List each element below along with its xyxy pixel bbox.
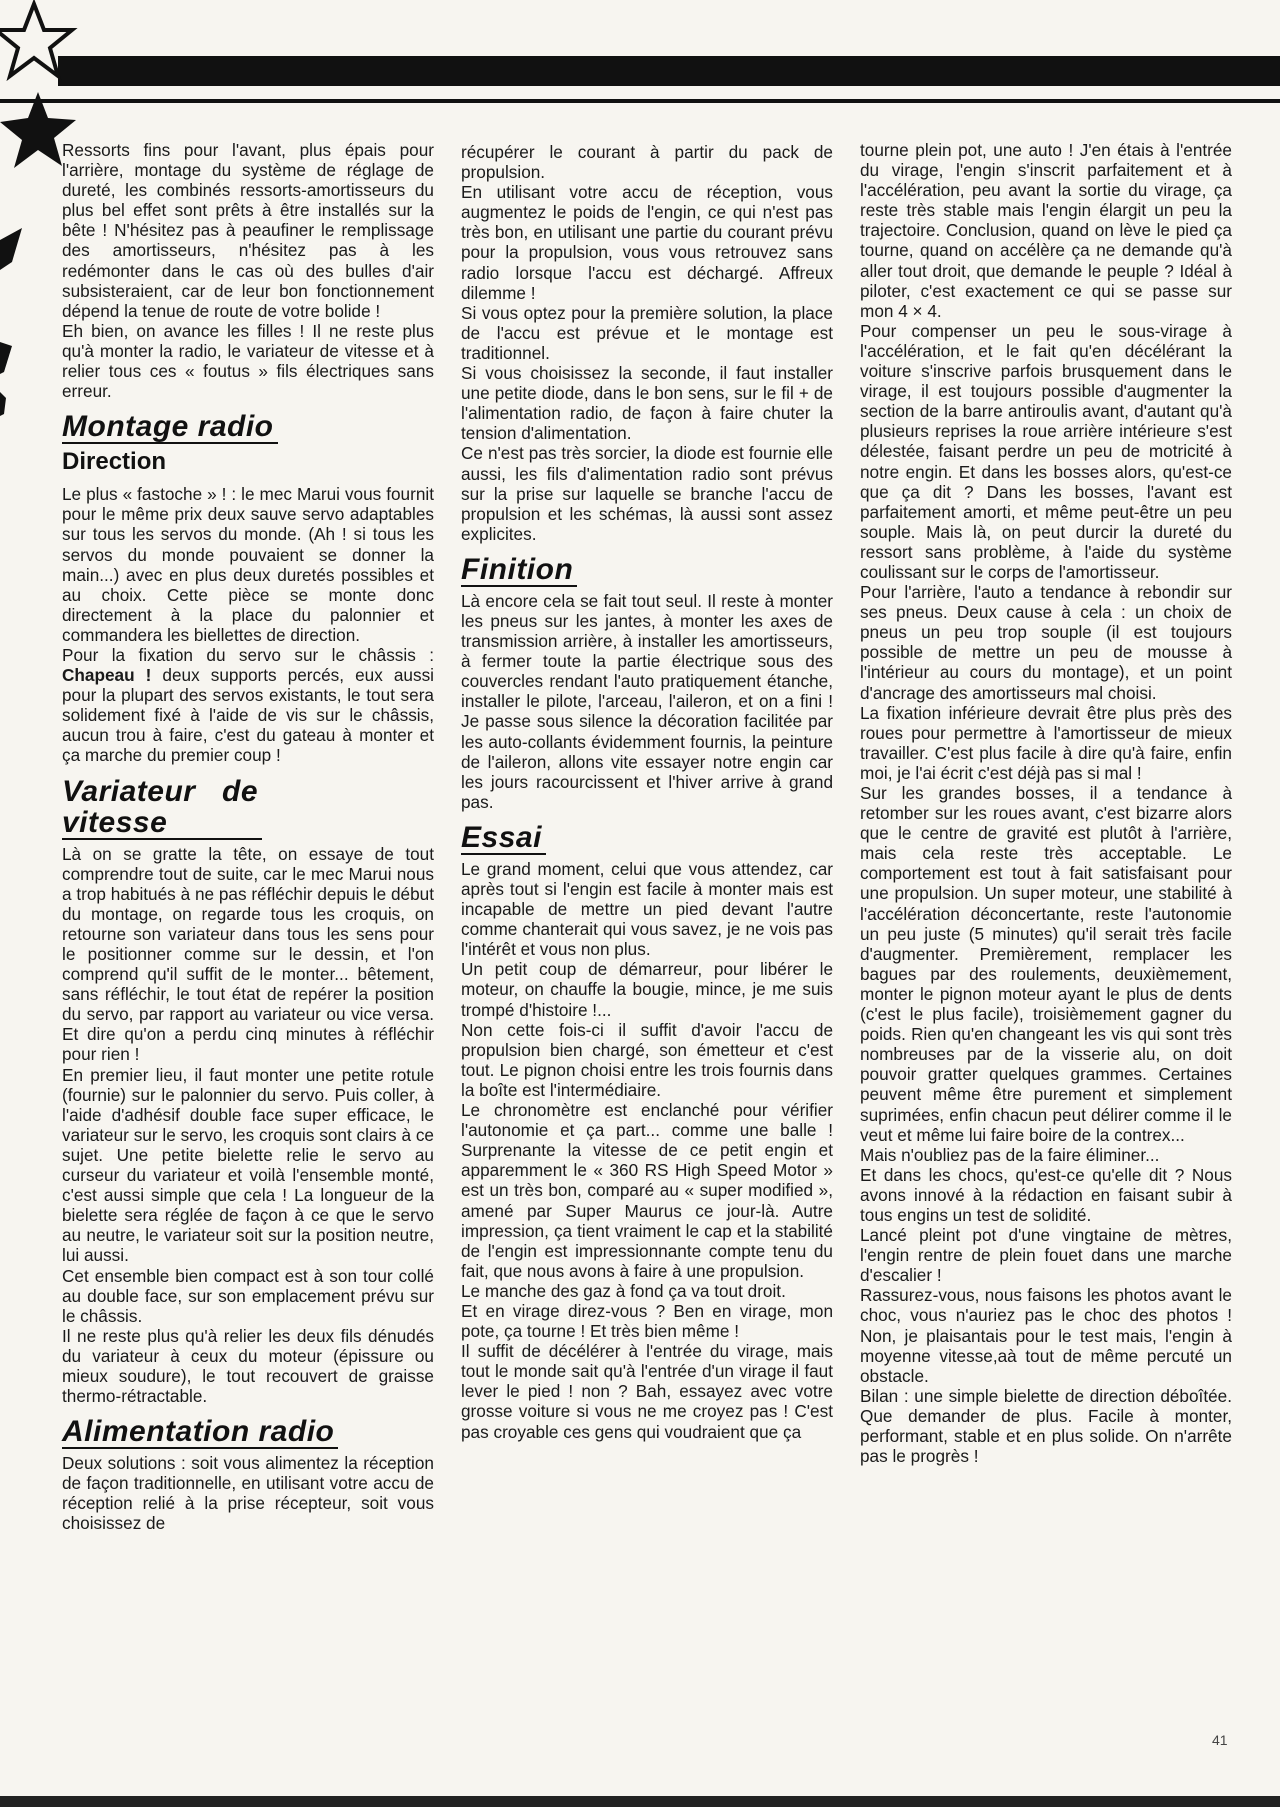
- paragraph: Pour compenser un peu le sous-virage à l'accélération, et le fait qu'en décélérant la voiture s'inscrive parfois brusquement dans le virage, il est toujours possible d'augmenter la section de la barre antiroulis avant, d'autant qu'à plusieurs reprises la roue arrière intérieure s'est délestée, faisant perdre un peu de motricité à notre engin. Et dans les bosses alors, qu'est-ce que ça dit ? Dans les bosses, l'avant est parfaitement amorti, et même peut-être un peu souple. Mais là, on peut durcir la dureté du ressort sans problème, à l'aide du système coulissant sur le corps de l'amortisseur.: [860, 320, 1232, 582]
- paragraph: Deux solutions : soit vous alimentez la réception de façon traditionnelle, en utilisant votre accu de réception relié à la prise récepteur, soit vous choisissez de: [62, 1453, 434, 1534]
- paragraph: Si vous optez pour la première solution, la place de l'accu est prévue et le montage est traditionnel.: [461, 302, 833, 363]
- heading-text: Essai: [461, 822, 546, 855]
- paragraph: La fixation inférieure devrait être plus près des roues pour permettre à l'amortisseur de mieux travailler. C'est plus facile à dire qu'à faire, enfin moi, je l'ai écrit c'est déjà pas si mal !: [860, 702, 1232, 783]
- paragraph: En premier lieu, il faut monter une petite rotule (fournie) sur le palonnier du servo. Puis coller, à l'aide d'adhésif double face super efficace, le variateur sur le servo, les croquis sont clairs à ce sujet. Une petite bielette relie le servo au curseur du variateur et voilà l'ensemble monté, c'est aussi simple que cela ! La longueur de la bielette sera réglée de façon à ce que le servo au neutre, le variateur soit sur la position neutre, lui aussi.: [62, 1064, 434, 1266]
- paragraph: Le grand moment, celui que vous attendez, car après tout si l'engin est facile à monter mais est incapable de mettre un pied devant l'autre comme chanterait qui vous savez, je ne vois pas l'intérêt et vous non plus.: [461, 858, 833, 960]
- paragraph: Rassurez-vous, nous faisons les photos avant le choc, vous n'auriez pas le choc des photos ! Non, je plaisantais pour le test mais, l'engin à moyenne vitesse,aà tout de même percuté un obstacle.: [860, 1285, 1232, 1386]
- text-run: Pour la fixation du servo sur le châssis :: [62, 644, 434, 665]
- paragraph: Cet ensemble bien compact est à son tour collé au double face, sur son emplacement prévu sur le châssis.: [62, 1265, 434, 1326]
- paragraph: Et dans les chocs, qu'est-ce qu'elle dit ? Nous avons innové à la rédaction en faisant subir à tous engins un test de solidité.: [860, 1164, 1232, 1225]
- column-1: [62, 140, 434, 1534]
- paragraph: Un petit coup de démarreur, pour libérer le moteur, on chauffe la bougie, mince, je me suis trompé d'histoire !...: [461, 959, 833, 1020]
- paragraph: Là encore cela se fait tout seul. Il reste à monter les pneus sur les jantes, à monter les axes de transmission arrière, à installer les amortisseurs, à fermer toute la partie électrique sous des couvercles rendant l'auto pratiquement étanche, installer le pilote, l'arceau, l'aileron, et on a fini ! Je passe sous silence la décoration facilitée par les auto-collants évidemment fournis, la peinture de l'aileron, allons vite essayer notre engin car les jours racourcissent et l'hiver arrive à grand pas.: [461, 590, 833, 812]
- heading-text: Montage radio: [62, 411, 278, 444]
- paragraph: Il ne reste plus qu'à relier les deux fils dénudés du variateur à ceux du moteur (épissure ou mieux soudure), le tout recouvert de graisse thermo-rétractable.: [62, 1325, 434, 1407]
- header-rule: [0, 99, 1280, 103]
- paragraph: Il suffit de décélérer à l'entrée du virage, mais tout le monde sait qu'à l'entrée d'un virage il faut lever le pied ! non ? Bah, essayez avec votre grosse voiture si vous ne me croyez pas ! C'est pas croyable ces gens qui voudraient que ça: [461, 1341, 833, 1442]
- paragraph: Non cette fois-ci il suffit d'avoir l'accu de propulsion bien chargé, son émetteur et c'est tout. Le pignon choisi entre les trois fournis dans la boîte est l'intermédiaire.: [461, 1019, 833, 1100]
- text-run: deux supports percés, eux aussi pour la plupart des servos existants, le tout sera solidement fixé à l'aide de vis sur le châssis, aucun trou à faire, c'est du gateau à monter et ça marche du premier coup !: [62, 665, 434, 766]
- heading-finition: [461, 554, 833, 587]
- paragraph: Ce n'est pas très sorcier, la diode est fournie elle aussi, les fils d'alimentation radio sont prévus sur la prise sur laquelle se branche l'accu de propulsion et les schémas, là aussi sont assez explicites.: [461, 443, 833, 544]
- paragraph: Là on se gratte la tête, on essaye de tout comprendre tout de suite, car le mec Marui nous a trop habitués à ne pas réfléchir depuis le début du montage, on regarde tous les croquis, on retourne son variateur dans tous les sens pour le positionner comme sur le dessin, et l'on comprend qu'il suffit de le monter... bêtement, sans réfléchir, le tout état de repérer la position du servo, par rapport au variateur ou vice versa. Et dire qu'on a perdu cinq minutes à réfléchir pour rien !: [62, 843, 434, 1065]
- heading-text: Alimentation radio: [62, 1416, 338, 1449]
- heading-text: Finition: [461, 554, 577, 587]
- footer-bar: [0, 1796, 1280, 1807]
- paragraph: récupérer le courant à partir du pack de propulsion.: [461, 142, 833, 183]
- column-3: [860, 140, 1232, 1466]
- heading-variateur: [62, 776, 262, 840]
- paragraph: Le manche des gaz à fond ça va tout droit.: [461, 1280, 786, 1301]
- paragraph: Pour l'arrière, l'auto a tendance à rebondir sur ses pneus. Deux cause à cela : un choix de pneus un peu trop souple (il est toujours possible de mettre un peu de mousse à l'intérieur au cours du montage), et un point d'ancrage des amortisseurs mal choisi.: [860, 582, 1232, 703]
- paragraph: Eh bien, on avance les filles ! Il ne reste plus qu'à monter la radio, le variateur de vitesse et à relier tous ces « foutus » fils électriques sans erreur.: [62, 320, 434, 402]
- paragraph: Le chronomètre est enclanché pour vérifier l'autonomie et ça part... comme une balle ! Surprenante la vitesse de ce petit engin et apparemment le « 360 RS High Speed Motor » est un très bon, comparé au « super modified », amené par Super Maurus ce jour-là. Autre impression, ça tient vraiment le cap et la stabilité de l'engin est impressionnante compte tenu du fait, que nous avons à faire à une propulsion.: [461, 1100, 833, 1281]
- heading-text: Variateur de vitesse: [62, 776, 262, 840]
- subheading-direction: Direction: [62, 448, 167, 476]
- paragraph: Et en virage direz-vous ? Ben en virage, mon pote, ça tourne ! Et très bien même !: [461, 1300, 833, 1342]
- paragraph: Sur les grandes bosses, il a tendance à retomber sur les roues avant, c'est bizarre alors que le centre de gravité est plutôt à l'arrière, mais cela reste très acceptable. Le comportement est tout à fait satisfaisant pour une propulsion. Un super moteur, une stabilité à l'accélération déconcertante, reste l'autonomie un peu juste (5 minutes) qu'il serait très facile d'augmenter. Premièrement, remplacer les bagues par des roulements, deuxièmement, monter le pignon moteur ayant le plus de dents (c'est le plus facile), troisièmement gagner du poids. Rien qu'en changeant les vis qui sont très nombreuses par de la visserie alu, on doit pouvoir gratter quelques grammes. Certaines peuvent même être purement et simplement suprimées, enfin chacun peut délirer comme il le veut et même lui faire boire de la contrex...: [860, 783, 1232, 1145]
- paragraph: Ressorts fins pour l'avant, plus épais pour l'arrière, montage du système de réglage de dureté, les combinés ressorts-amortisseurs du plus bel effet sont prêts à être installés sur la bête ! N'hésitez pas à peaufiner le remplissage des amortisseurs, n'hésitez pas à les redémonter dans le cas où des bulles d'air subsisteraient, car de leur bon fonctionnement dépend la tenue de route de votre bolide !: [62, 140, 434, 321]
- paragraph: [62, 645, 434, 766]
- paragraph: En utilisant votre accu de réception, vous augmentez le poids de l'engin, ce qui n'est pas très bon, en utilisant une partie du courant prévu pour la propulsion, vous vous retrouvez sans radio lorsque l'accu est déchargé. Affreux dilemme !: [461, 182, 833, 303]
- paragraph: tourne plein pot, une auto ! J'en étais à l'entrée du virage, l'engin s'inscrit parfaitement et à l'accélération, peu avant la sortie du virage, ça reste très stable mais l'engin élargit un peu la trajectoire. Conclusion, quand on lève le pied ça tourne, quand on accélère ça ne demande qu'à aller tout droit, que demande le peuple ? Idéal à piloter, c'est exactement ce qui se passe sur mon 4 × 4.: [860, 140, 1232, 321]
- heading-alimentation-radio: [62, 1416, 434, 1449]
- page-number: 41: [1212, 1732, 1228, 1748]
- paragraph: Bilan : une simple bielette de direction déboîtée. Que demander de plus. Facile à monter, performant, stable et en plus solide. On n'arrête pas le progrès !: [860, 1385, 1232, 1467]
- bold-text: Chapeau !: [62, 665, 152, 686]
- paragraph: Le plus « fastoche » ! : le mec Marui vous fournit pour le même prix deux sauve servo adaptables sur tous les servos du monde. (Ah ! si tous les servos du monde pouvaient se donner la main...) avec en plus deux duretés possibles et au choix. Cette pièce se monte donc directement à la place du palonnier et commandera les biellettes de direction.: [62, 484, 434, 645]
- paragraph: Lancé pleint pot d'une vingtaine de mètres, l'engin rentre de plein fouet dans une marche d'escalier !: [860, 1225, 1232, 1286]
- column-2: [461, 142, 833, 1442]
- paragraph: Mais n'oubliez pas de la faire éliminer...: [860, 1144, 1160, 1165]
- paragraph: Si vous choisissez la seconde, il faut installer une petite diode, dans le bon sens, sur le fil + de l'alimentation radio, de façon à faire chuter la tension d'alimentation.: [461, 363, 833, 444]
- header-bar: [58, 56, 1280, 86]
- heading-montage-radio: [62, 411, 434, 444]
- heading-essai: [461, 822, 833, 855]
